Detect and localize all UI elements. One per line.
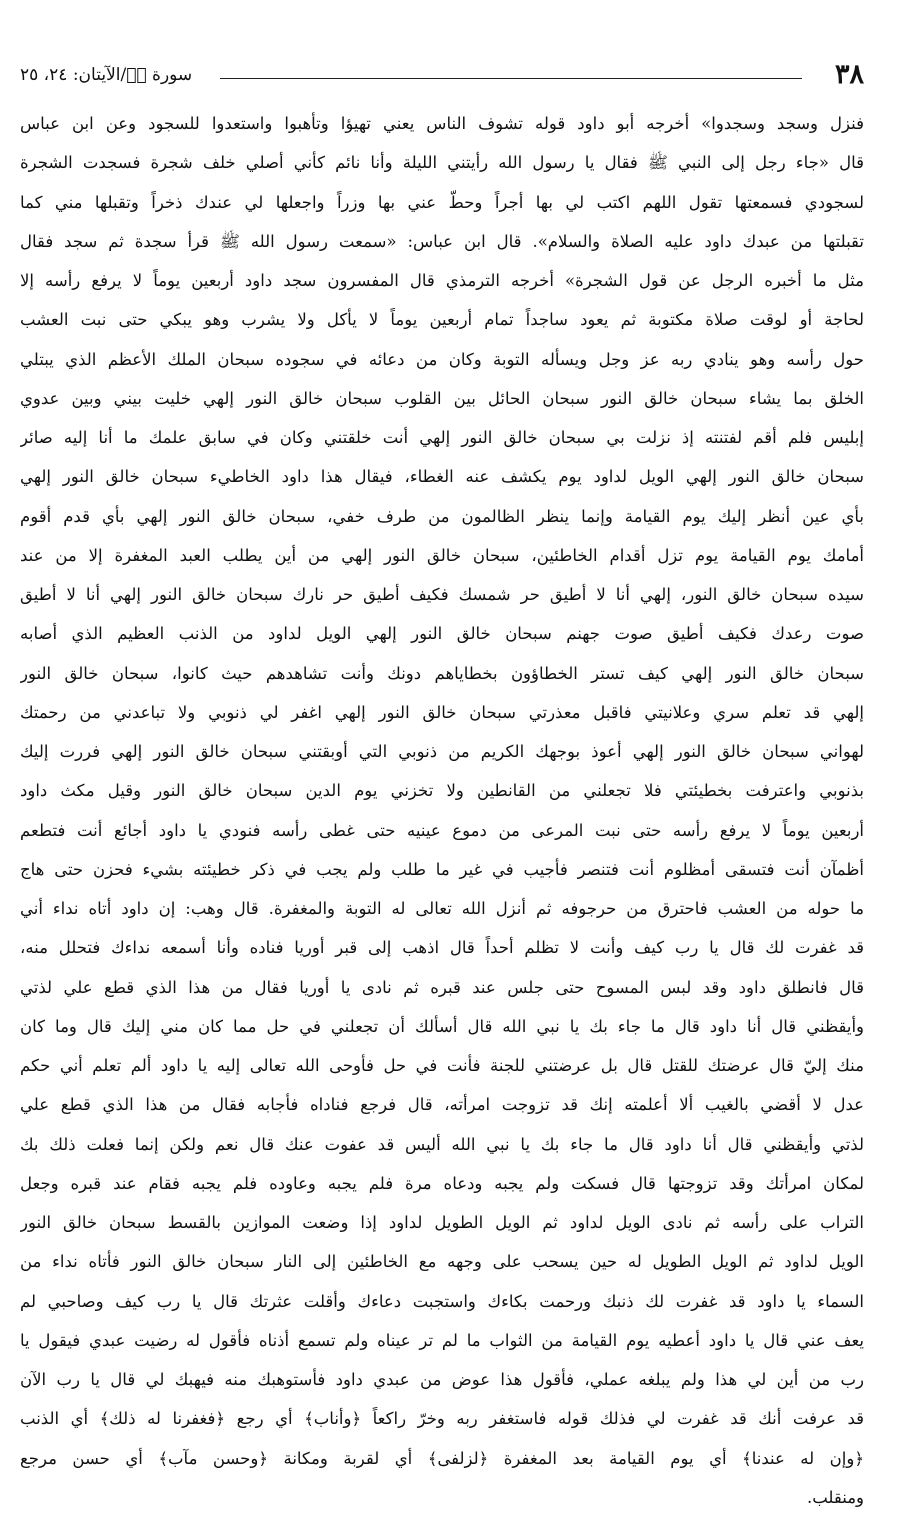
text-line: ومنقلب. [806,1487,864,1507]
text-line: مثل ما أخبره الرجل عن قول الشجرة» أخرجه الترمذي قال المفسرون سجد داود أربعين يوماً لا يرفع رأسه إلا [20,271,864,290]
text-line: سبحان خالق النور إلهي كيف تستر الخطاؤون بخطاياهم دونك وأنت تشاهدهم حيث كانوا، سبحان خالق النور [20,663,864,683]
text-line: إلهي قد تعلم سري وعلانيتي فاقبل معذرتي سبحان خالق النور إلهي اغفر لي ذنوبي ولا تباعدني من رحمتك [20,702,864,722]
text-line: قد عرفت أنك قد غفرت لي فذلك قوله فاستغفر ربه وخرّ راكعاً ﴿وأناب﴾ أي رجع ﴿فغفرنا له ذلك﴾ أي الذنب [20,1409,864,1429]
text-line: حول رأسه وهو ينادي ربه عز وجل ويسأله التوبة وكان من دعائه في سجوده سبحان الملك الأعظم الذي يبتلي [20,349,864,369]
text-line: السماء يا داود قد غفرت لك ذنبك ورحمت بكاءك واستجبت دعاءك وأقلت عثرتك قال يا رب كيف وصاحبي لم [20,1291,864,1311]
text-line: لمكان امرأتك وقد تزوجتها قال فسكت ولم يجبه ودعاه مرة فلم يجبه وعاوده فلم يجبه فقام عند قبره وجعل [20,1173,864,1193]
text-line: أربعين يوماً لا يرفع رأسه حتى نبت المرعى من دموع عينيه حتى غطى رأسه فنودي يا داود أجائع أنت فتطعم [20,820,864,840]
text-line: تقبلتها من عبدك داود عليه الصلاة والسلام». قال ابن عباس: «سمعت رسول الله ﷺ قرأ سجدة ثم سجد فقال [20,231,864,251]
surah-title: سورة صۤ/الآيتان: ٢٤، ٢٥ [20,65,193,85]
text-line: بأي عين أنظر إليك يوم القيامة وإنما ينظر الظالمون من طرف خفي، سبحان خالق النور إلهي بأي قدم أقوم [20,506,864,526]
text-line: فنزل وسجد وسجدوا» أخرجه أبو داود قوله تشوف الناس يعني تهيؤا وتأهبوا واستعدوا للسجود وعن ابن عباس [20,114,864,133]
header-rule [220,78,802,79]
text-line: أظمآن أنت فتسقى أمظلوم أنت فتنصر فأجيب في غير ما طلب ولم يجب في ذكر خطيئته بشيء فحزن حتى هاج [20,859,864,879]
text-line: لذتي وأيقظني قال أنا داود قال ما جاء بك يا نبي الله أليس قد عفوت عنك قال نعم ولكن إنما فعلت ذلك بك [20,1134,864,1154]
text-line: رب من أين لي هذا ولم يبلغه عملي، فأقول هذا عوض من عبدي داود فأستوهبك منه فيهبك لي قال يا رب الآن [20,1370,864,1389]
text-line: ما حوله من العشب فاحترق من حرجوفه ثم أنزل الله تعالى له التوبة والمغفرة. قال وهب: إن داود أتاه نداء أني [20,899,864,918]
text-line: لحاجة أو لوقت صلاة مكتوبة ثم يعود ساجداً تمام أربعين يوماً لا يأكل ولا يشرب وهو يبكي حتى نبت العشب [20,310,864,330]
text-line: قال «جاء رجل إلى النبي ﷺ فقال يا رسول الله رأيتني الليلة وأنا نائم كأني أصلي خلف شجرة فسجدت الشجرة [20,153,864,173]
text-line: إبليس فلم أقم لفتنته إذ نزلت بي سبحان خالق النور إلهي أنت خلقتني وكان في سابق علمك ما أنا إليه صائر [20,428,864,447]
text-line: الخلق بما يشاء سبحان خالق النور سبحان الحائل بين القلوب سبحان خالق النور إلهي خليت بيني وبين عدوي [20,388,864,408]
text-line: سبحان خالق النور إلهي الويل لداود يوم يكشف عنه الغطاء، فيقال هذا داود الخاطيء سبحان خالق النور إلهي [20,467,864,487]
text-line: عدل لا أقضي بالغيب ألا أعلمته إنك قد تزوجت امرأته، قال فرجع فناداه فأجابه فقال من هذا الذي قطع علي [20,1095,864,1115]
text-line: سيده سبحان خالق النور، إلهي أنا لا أطيق حر شمسك فكيف أطيق حر نارك سبحان خالق النور إلهي أنا لا أطيق [20,585,864,604]
text-line: صوت رعدك فكيف أطيق صوت جهنم سبحان خالق النور إلهي الويل لداود من الذنب العظيم الذي أصابه [20,624,864,644]
page-header [20,58,864,92]
text-line: الويل لداود ثم الويل الطويل له حين يسحب على وجهه مع الخاطئين إلى النار سبحان خالق النور فأتاه نداء من [20,1252,864,1272]
text-line: وأيقظني قال أنا داود قال ما جاء بك يا نبي الله قال أسألك أن تجعلني في حل مما كان مني إليك قال وما كان [20,1016,864,1036]
text-line: قد غفرت لك قال يا رب كيف وأنت لا تظلم أحداً قال اذهب إلى قبر أوريا فناده وأنا أسمعه نداءك فتحلل منه، [20,938,864,958]
text-line: منك إليّ قال عرضتك للقتل قال بل عرضتني للجنة فأنت في حل فأوحى الله تعالى إليه يا داود ألم تعلم أني حكم [20,1056,864,1075]
body-text [20,104,864,1517]
text-line: قال فانطلق داود وقد لبس المسوح حتى جلس عند قبره ثم نادى يا أوريا فقال من هذا الذي قطع علي لذتي [20,977,864,997]
text-line: ﴿وإن له عندنا﴾ أي يوم القيامة بعد المغفرة ﴿لزلفى﴾ أي لقربة ومكانة ﴿وحسن مآب﴾ أي حسن مرجع [20,1448,864,1468]
text-line: التراب على رأسه ثم نادى الويل لداود ثم الويل الطويل لداود إذا وضعت الموازين بالقسط سبحان خالق النور [20,1213,864,1232]
text-line: لهواني سبحان خالق النور إلهي أعوذ بوجهك الكريم من ذنوبي التي أوبقتني سبحان خالق النور إلهي فررت إليك [20,742,864,761]
text-line: أمامك يوم القيامة يوم تزل أقدام الخاطئين، سبحان خالق النور إلهي من أين يطلب العبد المغفرة إلا من عند [20,545,864,565]
text-line: بذنوبي واعترفت بخطيئتي فلا تجعلني من القانطين ولا تخزني يوم الدين سبحان خالق النور وقيل مكث داود [20,781,864,801]
text-line: يعف عني قال يا داود أعطيه يوم القيامة من الثواب ما لم تر عيناه ولم تسمع أذناه فأقول له رضيت عبدي فيقول يا [20,1330,864,1350]
page-number: ٣٨ [834,59,864,90]
text-line: لسجودي فسمعتها تقول اللهم اكتب لي بها أجراً وحطّ عني بها وزراً واجعلها لي عندك ذخراً وتقبلها مني كما [20,192,864,212]
